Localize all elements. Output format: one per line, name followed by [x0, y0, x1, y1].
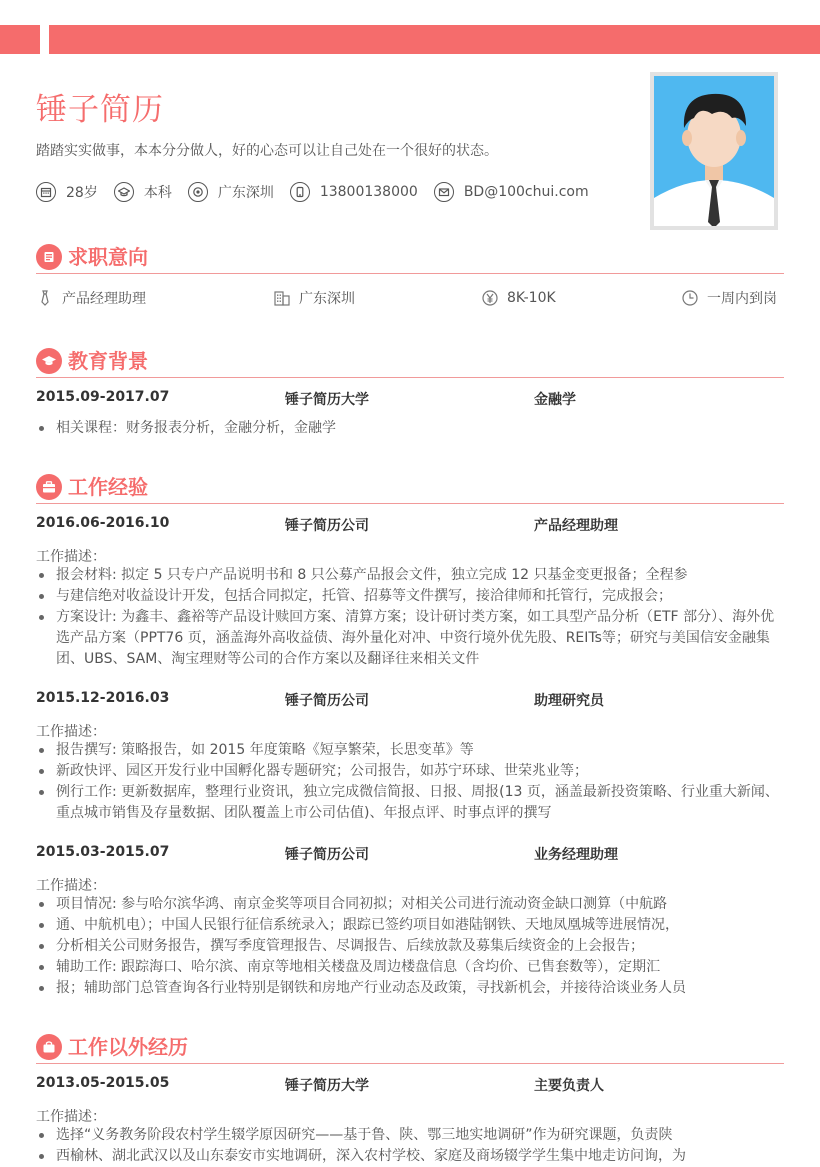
- education-period: 2015.09-2017.07: [36, 389, 170, 405]
- graduation-cap-icon: [36, 348, 62, 374]
- intent-availability-text: 一周内到岗: [707, 291, 777, 307]
- resume-motto: 踏踏实实做事，本本分分做人，好的心态可以让自己处在一个很好的状态。: [36, 143, 498, 159]
- other-role: 主要负责人: [534, 1078, 604, 1094]
- work-company: 锤子简历公司: [285, 518, 369, 534]
- list-item: 报告撰写: 策略报告，如 2015 年度策略《短享繁荣，长思变革》等: [36, 740, 784, 761]
- education-entry-header: [36, 389, 784, 409]
- work-bullets: [36, 740, 784, 824]
- briefcase-icon: [36, 474, 62, 500]
- work-desc-label: 工作描述：: [36, 724, 106, 740]
- clock-icon: [681, 289, 699, 307]
- education-major: 金融学: [534, 392, 576, 408]
- work-desc-label: 工作描述：: [36, 549, 106, 565]
- other-bullets: [36, 1125, 784, 1167]
- intent-position: [36, 287, 146, 309]
- info-degree: [114, 182, 172, 202]
- work-period: 2015.12-2016.03: [36, 690, 170, 706]
- work-desc-label: 工作描述：: [36, 878, 106, 894]
- section-education: [36, 347, 784, 378]
- clipboard-icon: [36, 244, 62, 270]
- other-entry-header: [36, 1075, 784, 1095]
- work-bullets: [36, 894, 784, 999]
- top-accent-bar-right: [49, 25, 820, 54]
- intent-position-text: 产品经理助理: [62, 291, 146, 307]
- phone-icon: [290, 182, 310, 202]
- personal-info-row: [36, 180, 589, 204]
- list-item: 方案设计: 为鑫丰、鑫裕等产品设计赎回方案、清算方案；设计研讨类方案，如工具型产品分析（ETF 部分）、海外优选产品方案（PPT76 页，涵盖海外高收益债、海外量化对冲、中资行境外优先股、REITs等；研究与美国信安金融集团、UBS、SAM、淘宝理财等公司的合作方案以及翻译往来相关文件: [36, 607, 784, 670]
- building-icon: [273, 289, 291, 307]
- list-item: 通、中航机电）；中国人民银行征信系统录入；跟踪已签约项目如港陆钢铁、天地凤凰城等进展情况，: [36, 915, 784, 936]
- info-age: [36, 182, 98, 202]
- work-role: 产品经理助理: [534, 518, 618, 534]
- section-title: 求职意向: [68, 245, 148, 269]
- intent-city: [273, 287, 355, 309]
- list-item: 与建信绝对收益设计开发，包括合同拟定，托管、招募等文件撰写，接洽律师和托管行，完成报会；: [36, 586, 784, 607]
- info-email-text: BD@100chui.com: [463, 184, 589, 200]
- work-company: 锤子简历公司: [285, 847, 369, 863]
- yen-coin-icon: [481, 289, 499, 307]
- section-title: 工作以外经历: [68, 1035, 188, 1059]
- work-period: 2015.03-2015.07: [36, 844, 170, 860]
- intent-availability: [681, 287, 777, 309]
- work-entry-header: [36, 690, 784, 710]
- work-entry-header: [36, 844, 784, 864]
- work-period: 2016.06-2016.10: [36, 515, 170, 531]
- list-item: 西榆林、湖北武汉以及山东泰安市实地调研，深入农村学校、家庭及商场辍学学生集中地走访问询，为: [36, 1146, 784, 1167]
- info-phone-text: 13800138000: [319, 184, 418, 200]
- work-role: 业务经理助理: [534, 847, 618, 863]
- profile-photo: [650, 72, 778, 230]
- other-desc-label: 工作描述：: [36, 1109, 106, 1125]
- section-title: 教育背景: [68, 349, 148, 373]
- info-email: [434, 182, 589, 202]
- list-item: 辅助工作: 跟踪海口、哈尔滨、南京等地相关楼盘及周边楼盘信息（含均价、已售套数等），定期汇: [36, 957, 784, 978]
- list-item: 例行工作: 更新数据库，整理行业资讯，独立完成微信简报、日报、周报(13 页，涵盖最新投资策略、行业重大新闻、重点城市销售及存量数据、团队覆盖上市公司估值)、年报点评、时事点评的撰写: [36, 782, 784, 824]
- intent-city-text: 广东深圳: [299, 291, 355, 307]
- other-period: 2013.05-2015.05: [36, 1075, 170, 1091]
- info-age-text: 28岁: [66, 185, 98, 201]
- intent-salary: [481, 287, 556, 309]
- graduation-cap-icon: [114, 182, 134, 202]
- info-location-text: 广东深圳: [217, 185, 274, 201]
- bag-icon: [36, 1034, 62, 1060]
- section-title: 工作经验: [68, 475, 148, 499]
- list-item: 选择“义务教务阶段农村学生辍学原因研究——基于鲁、陕、鄂三地实地调研”作为研究课题，负责陕: [36, 1125, 784, 1146]
- intent-salary-text: 8K-10K: [507, 290, 556, 306]
- top-accent-bar-left: [0, 25, 40, 54]
- list-item: 新政快评、园区开发行业中国孵化器专题研究；公司报告，如苏宁环球、世荣兆业等；: [36, 761, 784, 782]
- section-work: [36, 473, 784, 504]
- location-pin-icon: [188, 182, 208, 202]
- mail-icon: [434, 182, 454, 202]
- list-item: 分析相关公司财务报告，撰写季度管理报告、尽调报告、后续放款及募集后续资金的上会报告；: [36, 936, 784, 957]
- info-location: [188, 182, 274, 202]
- info-degree-text: 本科: [143, 185, 172, 201]
- work-entry-header: [36, 515, 784, 535]
- work-company: 锤子简历公司: [285, 693, 369, 709]
- tie-icon: [36, 289, 54, 307]
- education-details: [36, 418, 784, 439]
- section-intent: [36, 243, 784, 274]
- list-item: 报会材料: 拟定 5 只专户产品说明书和 8 只公募产品报会文件，独立完成 12 只基金变更报备；全程参: [36, 565, 784, 586]
- resume-name: 锤子简历: [36, 92, 164, 128]
- work-bullets: [36, 565, 784, 670]
- education-school: 锤子简历大学: [285, 392, 369, 408]
- calendar-icon: [36, 182, 56, 202]
- list-item: 相关课程：财务报表分析，金融分析，金融学: [36, 418, 784, 439]
- list-item: 报；辅助部门总管查询各行业特别是钢铁和房地产行业动态及政策，寻找新机会，并接待洽谈业务人员: [36, 978, 784, 999]
- info-phone: [290, 182, 418, 202]
- other-org: 锤子简历大学: [285, 1078, 369, 1094]
- work-role: 助理研究员: [534, 693, 604, 709]
- list-item: 项目情况: 参与哈尔滨华鸿、南京金奖等项目合同初拟；对相关公司进行流动资金缺口测算（中航路: [36, 894, 784, 915]
- section-other-experience: [36, 1033, 784, 1064]
